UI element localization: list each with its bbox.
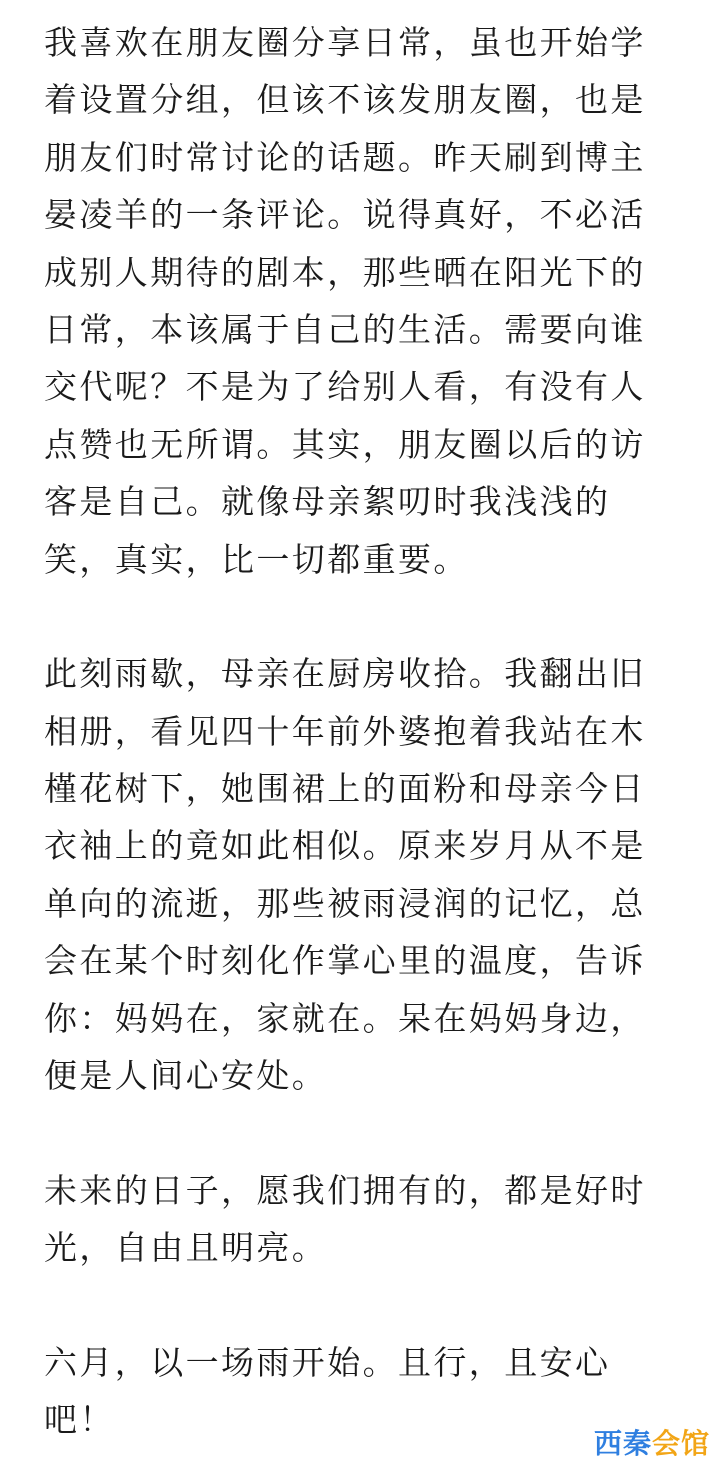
paragraph-1 <box>44 14 684 588</box>
text-line: 未来的日子，愿我们拥有的，都是好时 <box>44 1170 646 1210</box>
text-line: 点赞也无所谓。其实，朋友圈以后的访 <box>44 424 646 464</box>
text-line: 衣袖上的竟如此相似。原来岁月从不是 <box>44 826 646 866</box>
text-line: 日常，本该属于自己的生活。需要向谁 <box>44 309 646 349</box>
paragraph-spacer <box>44 588 684 645</box>
article-body <box>44 14 684 1449</box>
paragraph-3 <box>44 1162 684 1277</box>
text-line: 会在某个时刻化作掌心里的温度，告诉 <box>44 941 646 981</box>
text-line: 相册，看见四十年前外婆抱着我站在木 <box>44 711 646 751</box>
text-line: 六月，以一场雨开始。且行，且安心 <box>44 1342 611 1382</box>
text-line: 晏凌羊的一条评论。说得真好，不必活 <box>44 195 646 235</box>
watermark-part-2: 会馆 <box>651 1427 710 1460</box>
text-line: 槿花树下，她围裙上的面粉和母亲今日 <box>44 769 646 809</box>
watermark-part-1: 西秦 <box>593 1427 652 1460</box>
text-line: 吧！ <box>44 1400 115 1440</box>
text-line: 我喜欢在朋友圈分享日常，虽也开始学 <box>44 23 646 62</box>
paragraph-spacer <box>44 1104 684 1161</box>
text-line: 客是自己。就像母亲絮叨时我浅浅的 <box>44 482 611 522</box>
text-line: 朋友们时常讨论的话题。昨天刷到博主 <box>44 137 646 177</box>
watermark-logo <box>594 1424 710 1464</box>
paragraph-2 <box>44 645 684 1104</box>
text-line: 单向的流逝，那些被雨浸润的记忆，总 <box>44 883 646 923</box>
text-line: 着设置分组，但该不该发朋友圈，也是 <box>44 80 646 120</box>
text-line: 笑，真实，比一切都重要。 <box>44 539 469 579</box>
text-line: 此刻雨歇，母亲在厨房收拾。我翻出旧 <box>44 654 646 694</box>
paragraph-4 <box>44 1334 684 1449</box>
text-line: 成别人期待的剧本，那些晒在阳光下的 <box>44 252 646 292</box>
text-line: 你：妈妈在，家就在。呆在妈妈身边， <box>44 998 646 1038</box>
paragraph-spacer <box>44 1277 684 1334</box>
text-line: 光，自由且明亮。 <box>44 1228 328 1268</box>
text-line: 交代呢？不是为了给别人看，有没有人 <box>44 367 646 407</box>
text-line: 便是人间心安处。 <box>44 1056 328 1096</box>
